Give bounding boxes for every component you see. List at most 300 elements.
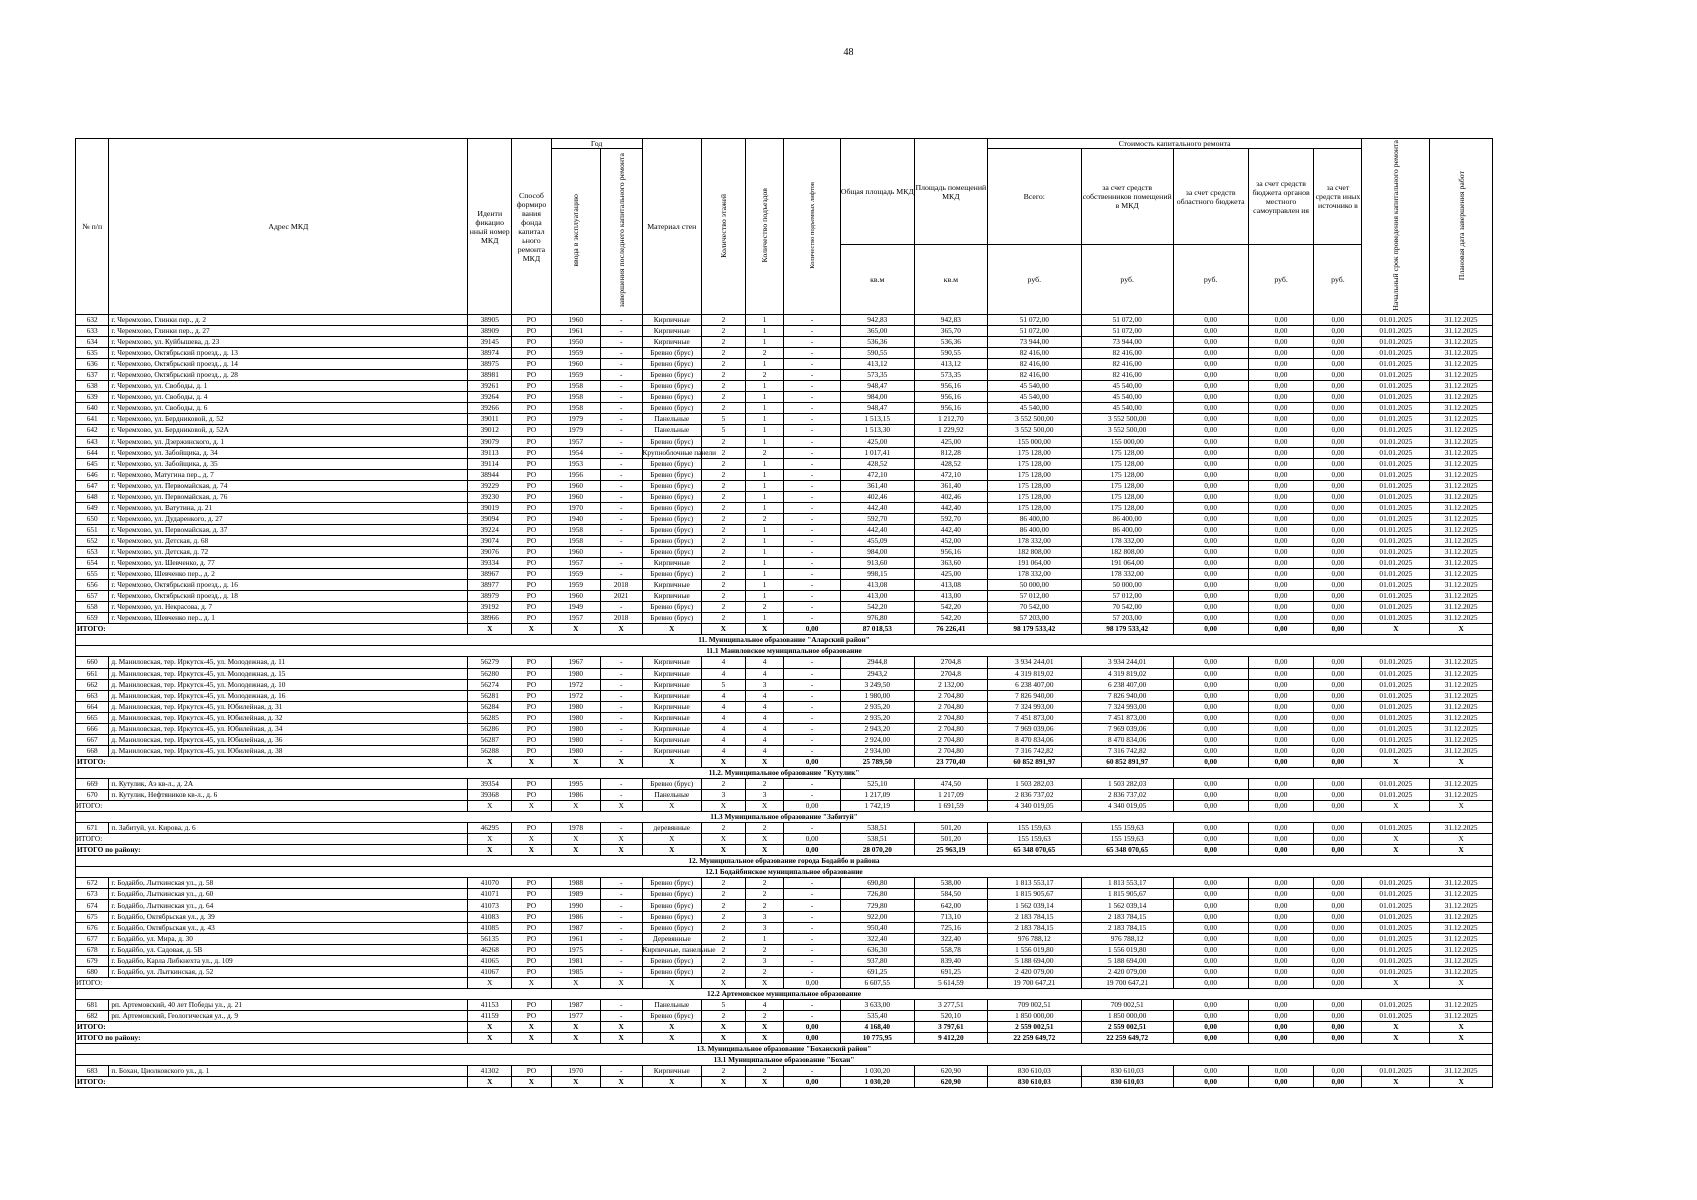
cell-address: г. Черемхово, ул. Первомайская, д. 76 xyxy=(109,491,468,502)
table-cell: Кирпичные xyxy=(642,745,701,756)
total-cell: 0,00 xyxy=(784,1077,840,1088)
table-cell: 0,00 xyxy=(1314,690,1362,701)
total-cell: X xyxy=(600,756,642,767)
cell-address: д. Маниловская, тер. Иркутск-45, ул. Юбилейная, д. 34 xyxy=(109,723,468,734)
table-cell: 0,00 xyxy=(1173,701,1248,712)
total-cell: X xyxy=(1430,1022,1493,1033)
table-cell: 38974 xyxy=(468,348,512,359)
table-cell: Бревно (брус) xyxy=(642,480,701,491)
cell-address: г. Черемхово, ул. Первомайская, д. 74 xyxy=(109,480,468,491)
table-cell: 538,51 xyxy=(840,823,914,834)
table-cell: 7 451 873,00 xyxy=(987,712,1081,723)
table-cell: 812,28 xyxy=(914,447,987,458)
table-cell: - xyxy=(784,955,840,966)
table-cell: 2 xyxy=(702,602,746,613)
table-cell: 671 xyxy=(76,823,109,834)
table-cell: 1 xyxy=(745,458,784,469)
table-cell: - xyxy=(600,933,642,944)
table-cell: 3 xyxy=(745,911,784,922)
table-cell: 0,00 xyxy=(1314,392,1362,403)
header-method: Способ формиро вания фонда капитал ьного ремонта МКД xyxy=(512,139,552,315)
table-cell: Бревно (брус) xyxy=(642,502,701,513)
table-cell: РО xyxy=(512,535,552,546)
unit-total-area: кв.м xyxy=(840,245,914,315)
table-cell: 0,00 xyxy=(1314,955,1362,966)
table-cell: 0,00 xyxy=(1173,447,1248,458)
table-cell: 01.01.2025 xyxy=(1362,657,1430,668)
table-cell: 57 203,00 xyxy=(1081,613,1173,624)
unit-owners: руб. xyxy=(1081,245,1173,315)
table-cell: - xyxy=(600,491,642,502)
total-cell: 0,00 xyxy=(1248,834,1314,845)
table-cell: 1 xyxy=(745,425,784,436)
table-cell: 0,00 xyxy=(1314,524,1362,535)
table-cell: 0,00 xyxy=(1248,878,1314,889)
total-cell: 0,00 xyxy=(1248,977,1314,988)
total-cell: 0,00 xyxy=(1314,977,1362,988)
table-cell: 38977 xyxy=(468,580,512,591)
table-cell: 365,00 xyxy=(840,326,914,337)
table-cell: Бревно (брус) xyxy=(642,878,701,889)
table-cell: 637 xyxy=(76,370,109,381)
table-cell: 363,60 xyxy=(914,558,987,569)
header-year-repair: завершения последнего капитального ремонта xyxy=(600,149,642,315)
table-cell: - xyxy=(784,392,840,403)
total-cell: 6 607,55 xyxy=(840,977,914,988)
total-cell: 65 348 070,65 xyxy=(987,845,1081,856)
table-cell: 425,00 xyxy=(914,436,987,447)
total-cell: X xyxy=(702,845,746,856)
total-cell: 19 700 647,21 xyxy=(1081,977,1173,988)
table-cell: РО xyxy=(512,524,552,535)
table-row xyxy=(76,745,1493,756)
table-cell: 690,80 xyxy=(840,878,914,889)
table-cell: 1 xyxy=(745,524,784,535)
table-cell: 2 836 737,02 xyxy=(1081,790,1173,801)
header-walls: Материал стен xyxy=(642,139,701,315)
total-cell: X xyxy=(468,801,512,812)
total-cell: X xyxy=(1362,845,1430,856)
table-cell: 155 000,00 xyxy=(1081,436,1173,447)
total-cell: 28 070,20 xyxy=(840,845,914,856)
table-cell: 1959 xyxy=(551,370,600,381)
table-cell: 0,00 xyxy=(1173,370,1248,381)
table-cell: 4 xyxy=(702,745,746,756)
table-cell: 0,00 xyxy=(1248,425,1314,436)
table-cell: 38905 xyxy=(468,315,512,326)
table-cell: 590,55 xyxy=(840,348,914,359)
table-cell: Бревно (брус) xyxy=(642,524,701,535)
table-cell: 673 xyxy=(76,889,109,900)
table-row xyxy=(76,558,1493,569)
table-cell: 57 203,00 xyxy=(987,613,1081,624)
table-cell: РО xyxy=(512,414,552,425)
table-cell: 2 xyxy=(702,502,746,513)
cell-address: д. Маниловская, тер. Иркутск-45, ул. Молодежная, д. 15 xyxy=(109,668,468,679)
table-cell: 3 xyxy=(745,790,784,801)
table-cell: 661 xyxy=(76,668,109,679)
table-cell: РО xyxy=(512,1010,552,1021)
table-cell: 01.01.2025 xyxy=(1362,602,1430,613)
table-cell: 178 332,00 xyxy=(1081,569,1173,580)
table-cell: 4 xyxy=(745,712,784,723)
table-cell: 1949 xyxy=(551,602,600,613)
table-cell: 0,00 xyxy=(1173,558,1248,569)
total-cell: X xyxy=(745,834,784,845)
table-cell: 542,20 xyxy=(840,602,914,613)
table-cell: 2 935,20 xyxy=(840,701,914,712)
table-cell: 642,00 xyxy=(914,900,987,911)
table-cell: 0,00 xyxy=(1173,723,1248,734)
table-cell: РО xyxy=(512,370,552,381)
table-cell: Кирпичные xyxy=(642,668,701,679)
table-cell: 0,00 xyxy=(1248,458,1314,469)
header-regional: за счет средств областного бюджета xyxy=(1173,149,1248,245)
table-cell: 1957 xyxy=(551,436,600,447)
table-cell: 82 416,00 xyxy=(987,370,1081,381)
cell-address: г. Бодайбо, Карла Либкнехта ул., д. 109 xyxy=(109,955,468,966)
total-cell: X xyxy=(642,624,701,635)
table-cell: 0,00 xyxy=(1173,591,1248,602)
table-cell: 01.01.2025 xyxy=(1362,613,1430,624)
table-cell: 365,70 xyxy=(914,326,987,337)
table-cell: - xyxy=(784,513,840,524)
table-cell: 1 xyxy=(745,359,784,370)
table-cell: 1 815 905,67 xyxy=(1081,889,1173,900)
table-cell: 2 xyxy=(702,447,746,458)
table-cell: 01.01.2025 xyxy=(1362,900,1430,911)
table-cell: 2 xyxy=(702,1010,746,1021)
table-cell: 2 xyxy=(745,348,784,359)
table-cell: 0,00 xyxy=(1248,999,1314,1010)
table-cell: - xyxy=(600,602,642,613)
total-cell: X xyxy=(745,845,784,856)
table-cell: - xyxy=(784,657,840,668)
table-cell: 01.01.2025 xyxy=(1362,679,1430,690)
table-cell: 1 556 019,80 xyxy=(987,944,1081,955)
total-cell: X xyxy=(702,756,746,767)
cell-address: п. Кутулик, Нефтяников кв-л., д. 6 xyxy=(109,790,468,801)
table-cell: 1958 xyxy=(551,392,600,403)
section-heading-row xyxy=(76,812,1493,823)
table-cell: 2 xyxy=(745,823,784,834)
table-cell: 0,00 xyxy=(1248,480,1314,491)
table-cell: 1981 xyxy=(551,955,600,966)
table-cell: 31.12.2025 xyxy=(1430,315,1493,326)
table-cell: 01.01.2025 xyxy=(1362,337,1430,348)
table-cell: 542,20 xyxy=(914,613,987,624)
table-cell: 361,40 xyxy=(840,480,914,491)
table-cell: 31.12.2025 xyxy=(1430,326,1493,337)
section-heading: 11.3 Муниципальное образование "Забитуй" xyxy=(76,812,1493,823)
header-total-area: Общая площадь МКД xyxy=(840,139,914,245)
total-cell: 0,00 xyxy=(1248,1033,1314,1044)
cell-address: г. Бодайбо, ул. Мира, д. 30 xyxy=(109,933,468,944)
table-cell: - xyxy=(784,447,840,458)
table-cell: 1995 xyxy=(551,778,600,789)
table-cell: 1961 xyxy=(551,933,600,944)
table-row xyxy=(76,900,1493,911)
table-cell: Бревно (брус) xyxy=(642,469,701,480)
table-cell: 956,16 xyxy=(914,381,987,392)
table-cell: 635 xyxy=(76,348,109,359)
table-cell: 3 552 500,00 xyxy=(1081,414,1173,425)
table-cell: РО xyxy=(512,878,552,889)
table-cell: - xyxy=(784,602,840,613)
total-cell: X xyxy=(745,977,784,988)
cell-address: г. Черемхово, Шевченко пер., д. 1 xyxy=(109,613,468,624)
table-cell: 31.12.2025 xyxy=(1430,823,1493,834)
table-cell: 31.12.2025 xyxy=(1430,480,1493,491)
table-row xyxy=(76,513,1493,524)
table-cell: 0,00 xyxy=(1314,657,1362,668)
cell-address: г. Черемхово, Октябрьский проезд., д. 13 xyxy=(109,348,468,359)
table-cell: 175 128,00 xyxy=(987,480,1081,491)
table-cell: Кирпичные xyxy=(642,1066,701,1077)
table-cell: 0,00 xyxy=(1314,348,1362,359)
table-cell: 1960 xyxy=(551,591,600,602)
table-cell: 38944 xyxy=(468,469,512,480)
table-cell: 0,00 xyxy=(1314,381,1362,392)
table-cell: 01.01.2025 xyxy=(1362,823,1430,834)
total-cell: X xyxy=(551,845,600,856)
table-cell: 73 944,00 xyxy=(987,337,1081,348)
table-row xyxy=(76,734,1493,745)
table-cell: Кирпичные, панельные xyxy=(642,944,716,954)
total-cell: X xyxy=(551,977,600,988)
table-cell: 31.12.2025 xyxy=(1430,436,1493,447)
table-cell: 5 188 694,00 xyxy=(987,955,1081,966)
table-cell: 1980 xyxy=(551,723,600,734)
section-heading: 13.1 Муниципальное образование "Бохан" xyxy=(76,1055,1493,1066)
table-cell: 39224 xyxy=(468,524,512,535)
table-cell: 46268 xyxy=(468,944,512,955)
table-cell: 31.12.2025 xyxy=(1430,580,1493,591)
total-cell: 0,00 xyxy=(1173,834,1248,845)
table-cell: 2 xyxy=(702,524,746,535)
table-cell: 1 xyxy=(745,381,784,392)
table-cell: Кирпичные xyxy=(642,657,701,668)
table-cell: 56280 xyxy=(468,668,512,679)
total-cell: 0,00 xyxy=(1248,845,1314,856)
table-cell: - xyxy=(600,480,642,491)
table-cell: 45 540,00 xyxy=(1081,392,1173,403)
total-cell: X xyxy=(600,1022,642,1033)
table-cell: 2 xyxy=(702,900,746,911)
table-cell: 50 000,00 xyxy=(1081,580,1173,591)
table-cell: - xyxy=(784,911,840,922)
table-cell: 45 540,00 xyxy=(987,381,1081,392)
table-cell: - xyxy=(600,922,642,933)
total-cell: X xyxy=(600,1033,642,1044)
table-cell: 1 xyxy=(745,403,784,414)
table-cell: 4 xyxy=(702,723,746,734)
table-cell: 0,00 xyxy=(1314,900,1362,911)
table-cell: - xyxy=(784,999,840,1010)
total-cell: 0,00 xyxy=(1314,834,1362,845)
table-cell: - xyxy=(600,701,642,712)
table-cell: 1959 xyxy=(551,348,600,359)
table-cell: 1 xyxy=(745,491,784,502)
total-cell: X xyxy=(468,834,512,845)
table-cell: 5 xyxy=(702,999,746,1010)
table-cell: Кирпичные xyxy=(642,679,701,690)
total-label: ИТОГО: xyxy=(76,1022,468,1033)
table-cell: 672 xyxy=(76,878,109,889)
table-cell: 01.01.2025 xyxy=(1362,425,1430,436)
table-cell: 2 xyxy=(702,359,746,370)
table-cell: - xyxy=(784,900,840,911)
table-cell: 1986 xyxy=(551,790,600,801)
table-cell: 31.12.2025 xyxy=(1430,734,1493,745)
table-cell: 86 400,00 xyxy=(1081,524,1173,535)
table-cell: 1 xyxy=(745,502,784,513)
table-cell: 0,00 xyxy=(1248,491,1314,502)
table-cell: 1 xyxy=(745,436,784,447)
table-cell: 558,78 xyxy=(914,944,987,955)
total-cell: 0,00 xyxy=(1314,1077,1362,1088)
table-cell: - xyxy=(784,359,840,370)
table-cell: 0,00 xyxy=(1314,370,1362,381)
cell-address: рп. Артемовский, 40 лет Победы ул., д. 21 xyxy=(109,999,468,1010)
table-cell: 39012 xyxy=(468,425,512,436)
table-row xyxy=(76,569,1493,580)
table-cell: 56281 xyxy=(468,690,512,701)
table-cell: 1987 xyxy=(551,999,600,1010)
table-cell: 38979 xyxy=(468,591,512,602)
total-cell: 0,00 xyxy=(1173,1033,1248,1044)
table-row xyxy=(76,524,1493,535)
table-cell: 2 xyxy=(702,392,746,403)
table-cell: 648 xyxy=(76,491,109,502)
table-cell: 1 850 000,00 xyxy=(987,1010,1081,1021)
total-cell: X xyxy=(600,845,642,856)
table-cell: 2018 xyxy=(600,613,642,624)
total-cell: X xyxy=(702,1033,746,1044)
table-cell: 0,00 xyxy=(1173,458,1248,469)
table-row xyxy=(76,823,1493,834)
table-cell: 31.12.2025 xyxy=(1430,403,1493,414)
table-cell: 1 212,70 xyxy=(914,414,987,425)
table-cell: 1979 xyxy=(551,425,600,436)
table-row xyxy=(76,580,1493,591)
table-cell: 01.01.2025 xyxy=(1362,889,1430,900)
table-cell: 2 704,80 xyxy=(914,690,987,701)
table-cell: 01.01.2025 xyxy=(1362,558,1430,569)
table-cell: 1 850 000,00 xyxy=(1081,1010,1173,1021)
header-cost-group: Стоимость капитального ремонта xyxy=(987,139,1362,149)
table-cell: Кирпичные xyxy=(642,712,701,723)
table-cell: 413,08 xyxy=(914,580,987,591)
table-cell: 39230 xyxy=(468,491,512,502)
total-cell: 620,90 xyxy=(914,1077,987,1088)
total-cell: 0,00 xyxy=(1314,801,1362,812)
table-cell: 1 xyxy=(745,326,784,337)
table-cell: 51 072,00 xyxy=(987,326,1081,337)
table-cell: 2 xyxy=(702,326,746,337)
table-cell: 634 xyxy=(76,337,109,348)
total-cell: 4 340 019,05 xyxy=(987,801,1081,812)
total-cell: 10 775,95 xyxy=(840,1033,914,1044)
table-cell: 01.01.2025 xyxy=(1362,315,1430,326)
table-cell: 4 xyxy=(702,657,746,668)
total-cell: 1 691,59 xyxy=(914,801,987,812)
table-cell: Кирпичные xyxy=(642,591,701,602)
table-cell: 0,00 xyxy=(1314,469,1362,480)
table-cell: 31.12.2025 xyxy=(1430,359,1493,370)
table-cell: - xyxy=(600,778,642,789)
total-cell: 0,00 xyxy=(1173,1022,1248,1033)
table-cell: 175 128,00 xyxy=(1081,447,1173,458)
table-cell: 31.12.2025 xyxy=(1430,922,1493,933)
table-cell: РО xyxy=(512,1066,552,1077)
total-cell: X xyxy=(512,977,552,988)
table-cell: 31.12.2025 xyxy=(1430,944,1493,955)
total-cell: 830 610,03 xyxy=(1081,1077,1173,1088)
table-cell: 948,47 xyxy=(840,381,914,392)
table-row xyxy=(76,911,1493,922)
table-cell: 0,00 xyxy=(1173,414,1248,425)
section-heading: 12. Муниципальное образование города Бодайбо и района xyxy=(76,856,1493,867)
table-cell: 2 xyxy=(702,480,746,491)
table-cell: 01.01.2025 xyxy=(1362,668,1430,679)
table-cell: 0,00 xyxy=(1314,944,1362,955)
table-cell: 2704,8 xyxy=(914,657,987,668)
table-cell: 1960 xyxy=(551,315,600,326)
table-cell: 1 xyxy=(745,613,784,624)
table-cell: 0,00 xyxy=(1314,723,1362,734)
table-cell: - xyxy=(784,535,840,546)
table-cell: 01.01.2025 xyxy=(1362,480,1430,491)
table-cell: 676 xyxy=(76,922,109,933)
table-cell: 1957 xyxy=(551,613,600,624)
table-cell: 536,36 xyxy=(914,337,987,348)
table-cell: 39074 xyxy=(468,535,512,546)
table-cell: - xyxy=(784,734,840,745)
total-cell: 0,00 xyxy=(1248,1022,1314,1033)
table-cell: Бревно (брус) xyxy=(642,458,701,469)
table-cell: 01.01.2025 xyxy=(1362,491,1430,502)
cell-address: г. Черемхово, ул. Куйбышева, д. 23 xyxy=(109,337,468,348)
table-cell: 0,00 xyxy=(1248,823,1314,834)
table-cell: 709 002,51 xyxy=(1081,999,1173,1010)
table-cell: 984,00 xyxy=(840,392,914,403)
table-cell: 592,70 xyxy=(840,513,914,524)
table-cell: 4 xyxy=(702,712,746,723)
total-cell: X xyxy=(468,845,512,856)
total-cell: 22 259 649,72 xyxy=(1081,1033,1173,1044)
table-cell: 976 788,12 xyxy=(1081,933,1173,944)
table-cell: 2 xyxy=(702,778,746,789)
table-cell: 0,00 xyxy=(1173,392,1248,403)
total-row xyxy=(76,756,1493,767)
table-cell: 573,35 xyxy=(840,370,914,381)
table-cell: 45 540,00 xyxy=(987,392,1081,403)
table-cell: 45 540,00 xyxy=(987,403,1081,414)
table-cell: 660 xyxy=(76,657,109,668)
cell-address: г. Черемхово, Матугина пер., д. 7 xyxy=(109,469,468,480)
table-cell: Бревно (брус) xyxy=(642,381,701,392)
table-cell: 1 813 553,17 xyxy=(1081,878,1173,889)
table-cell: 3 277,51 xyxy=(914,999,987,1010)
table-cell: - xyxy=(784,480,840,491)
section-heading-row xyxy=(76,1044,1493,1055)
table-cell: Бревно (брус) xyxy=(642,922,701,933)
table-cell: 56285 xyxy=(468,712,512,723)
table-cell: - xyxy=(784,370,840,381)
table-cell: 1 xyxy=(745,480,784,491)
table-cell: 4 xyxy=(745,701,784,712)
